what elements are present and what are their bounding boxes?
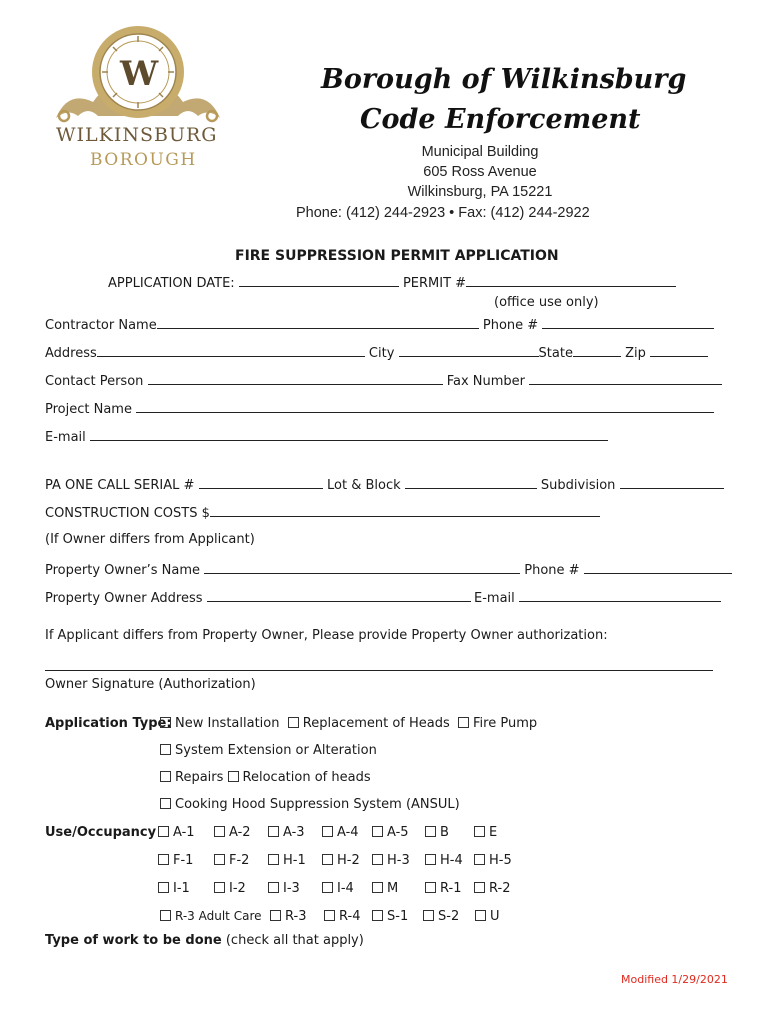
logo-letter: W (120, 54, 159, 94)
occupancy-checkbox[interactable]: M (372, 881, 398, 896)
occupancy-checkbox[interactable]: R-2 (474, 881, 510, 896)
occupancy-checkbox[interactable]: H-3 (372, 853, 410, 868)
occupancy-checkbox[interactable]: R-3 (270, 909, 306, 924)
form-title: FIRE SUPPRESSION PERMIT APPLICATION (235, 248, 559, 264)
property-owner-name-label: Property Owner’s Name (45, 563, 200, 578)
org-title-line2: Code Enforcement (360, 104, 641, 135)
lot-block-group (327, 475, 724, 493)
project-name-field[interactable] (136, 399, 714, 413)
occupancy-checkbox[interactable]: I-4 (322, 881, 354, 896)
occupancy-checkbox[interactable]: A-1 (158, 825, 195, 840)
occupancy-checkbox[interactable]: S-1 (372, 909, 408, 924)
construction-costs-field[interactable] (210, 503, 600, 517)
fax-number-label: Fax Number (446, 374, 525, 389)
construction-costs-label: CONSTRUCTION COSTS $ (45, 506, 210, 521)
application-type-label: Application Type: (45, 716, 172, 731)
address-line: 605 Ross Avenue (423, 164, 537, 180)
address-label: Address (45, 346, 97, 361)
fire-pump-checkbox[interactable]: Fire Pump (458, 716, 537, 731)
zip-label: Zip (625, 346, 646, 361)
construction-costs-row (45, 503, 600, 521)
property-owner-email-group (474, 588, 721, 606)
email-label: E-mail (45, 430, 86, 445)
occupancy-checkbox[interactable]: R-4 (324, 909, 360, 924)
borough-logo (48, 20, 228, 180)
email-row (45, 427, 608, 445)
occupancy-checkbox[interactable]: I-3 (268, 881, 300, 896)
occupancy-checkbox[interactable]: I-2 (214, 881, 246, 896)
modified-date: Modified 1/29/2021 (621, 973, 728, 986)
owner-differs-note: (If Owner differs from Applicant) (45, 532, 255, 547)
property-owner-address-row (45, 588, 471, 606)
use-occupancy-label: Use/Occupancy (45, 825, 157, 840)
address-row (45, 343, 708, 361)
replacement-heads-checkbox[interactable]: Replacement of Heads (288, 716, 450, 731)
property-owner-row (45, 560, 732, 578)
contact-person-field[interactable] (148, 371, 443, 385)
relocation-heads-checkbox[interactable]: Relocation of heads (228, 770, 371, 785)
new-installation-checkbox[interactable]: New Installation (160, 716, 280, 731)
city-label: City (368, 346, 395, 361)
pa-one-call-row (45, 475, 323, 493)
contractor-phone-label: Phone # (482, 318, 539, 333)
occupancy-checkbox[interactable]: E (474, 825, 497, 840)
occupancy-checkbox[interactable]: R-1 (425, 881, 461, 896)
pa-one-call-field[interactable] (199, 475, 323, 489)
property-owner-address-label: Property Owner Address (45, 591, 203, 606)
application-date-label: APPLICATION DATE: (108, 276, 235, 291)
occupancy-checkbox[interactable]: R-3 Adult Care (160, 909, 262, 924)
city-field[interactable] (399, 343, 539, 357)
cooking-hood-checkbox[interactable]: Cooking Hood Suppression System (ANSUL) (160, 797, 460, 812)
type-of-work-note: (check all that apply) (225, 933, 364, 948)
pa-one-call-label: PA ONE CALL SERIAL # (45, 478, 195, 493)
occupancy-checkbox[interactable]: A-5 (372, 825, 409, 840)
org-title-line1: Borough of Wilkinsburg (321, 64, 687, 95)
application-date-field[interactable] (239, 273, 399, 287)
contractor-name-label: Contractor Name (45, 318, 157, 333)
property-owner-email-label: E-mail (474, 591, 515, 606)
property-owner-email-field[interactable] (519, 588, 721, 602)
app-type-row-1 (160, 716, 537, 731)
state-label: State (538, 346, 573, 361)
subdivision-label: Subdivision (540, 478, 616, 493)
app-type-row-3 (160, 770, 371, 785)
lot-block-label: Lot & Block (327, 478, 401, 493)
email-field[interactable] (90, 427, 608, 441)
project-name-label: Project Name (45, 402, 132, 417)
type-of-work-row (45, 933, 364, 948)
occupancy-checkbox[interactable]: F-2 (214, 853, 249, 868)
contact-row (45, 371, 722, 389)
property-owner-phone-field[interactable] (584, 560, 732, 574)
property-owner-name-field[interactable] (204, 560, 520, 574)
occupancy-checkbox[interactable]: H-4 (425, 853, 463, 868)
property-owner-address-field[interactable] (207, 588, 471, 602)
occupancy-checkbox[interactable]: H-5 (474, 853, 512, 868)
office-use-note: (office use only) (494, 295, 599, 310)
occupancy-checkbox[interactable]: U (475, 909, 500, 924)
system-extension-checkbox[interactable]: System Extension or Alteration (160, 743, 377, 758)
logo-top-text: WILKINSBURG (56, 124, 218, 146)
type-of-work-label: Type of work to be done (45, 933, 222, 948)
application-date-row (108, 273, 676, 291)
contractor-phone-field[interactable] (542, 315, 714, 329)
contact-person-label: Contact Person (45, 374, 144, 389)
permit-field[interactable] (466, 273, 676, 287)
occupancy-checkbox[interactable]: A-3 (268, 825, 305, 840)
occupancy-checkbox[interactable]: A-2 (214, 825, 251, 840)
property-owner-phone-label: Phone # (524, 563, 580, 578)
fax-number-field[interactable] (529, 371, 722, 385)
subdivision-field[interactable] (620, 475, 724, 489)
lot-block-field[interactable] (405, 475, 537, 489)
logo-bottom-text: BOROUGH (90, 150, 197, 170)
occupancy-checkbox[interactable]: S-2 (423, 909, 459, 924)
contractor-row (45, 315, 714, 333)
state-field[interactable] (573, 343, 621, 357)
address-line: Wilkinsburg, PA 15221 (407, 184, 553, 200)
owner-signature-label: Owner Signature (Authorization) (45, 677, 256, 692)
occupancy-checkbox[interactable]: F-1 (158, 853, 193, 868)
zip-field[interactable] (650, 343, 708, 357)
address-block (300, 144, 660, 204)
contractor-name-field[interactable] (157, 315, 479, 329)
address-line: Municipal Building (421, 144, 539, 160)
authorization-note: If Applicant differs from Property Owner, Please provide Property Owner authorization: (45, 628, 608, 643)
owner-signature-line[interactable] (45, 670, 713, 671)
occupancy-checkbox[interactable]: B (425, 825, 449, 840)
project-row (45, 399, 714, 417)
occupancy-checkbox[interactable]: H-1 (268, 853, 306, 868)
repairs-checkbox[interactable]: Repairs (160, 770, 223, 785)
occupancy-checkbox[interactable]: I-1 (158, 881, 190, 896)
permit-label: PERMIT # (402, 276, 467, 291)
occupancy-checkbox[interactable]: H-2 (322, 853, 360, 868)
phone-fax-line: Phone: (412) 244-2923 • Fax: (412) 244-2922 (296, 205, 590, 221)
address-field[interactable] (97, 343, 365, 357)
occupancy-checkbox[interactable]: A-4 (322, 825, 359, 840)
